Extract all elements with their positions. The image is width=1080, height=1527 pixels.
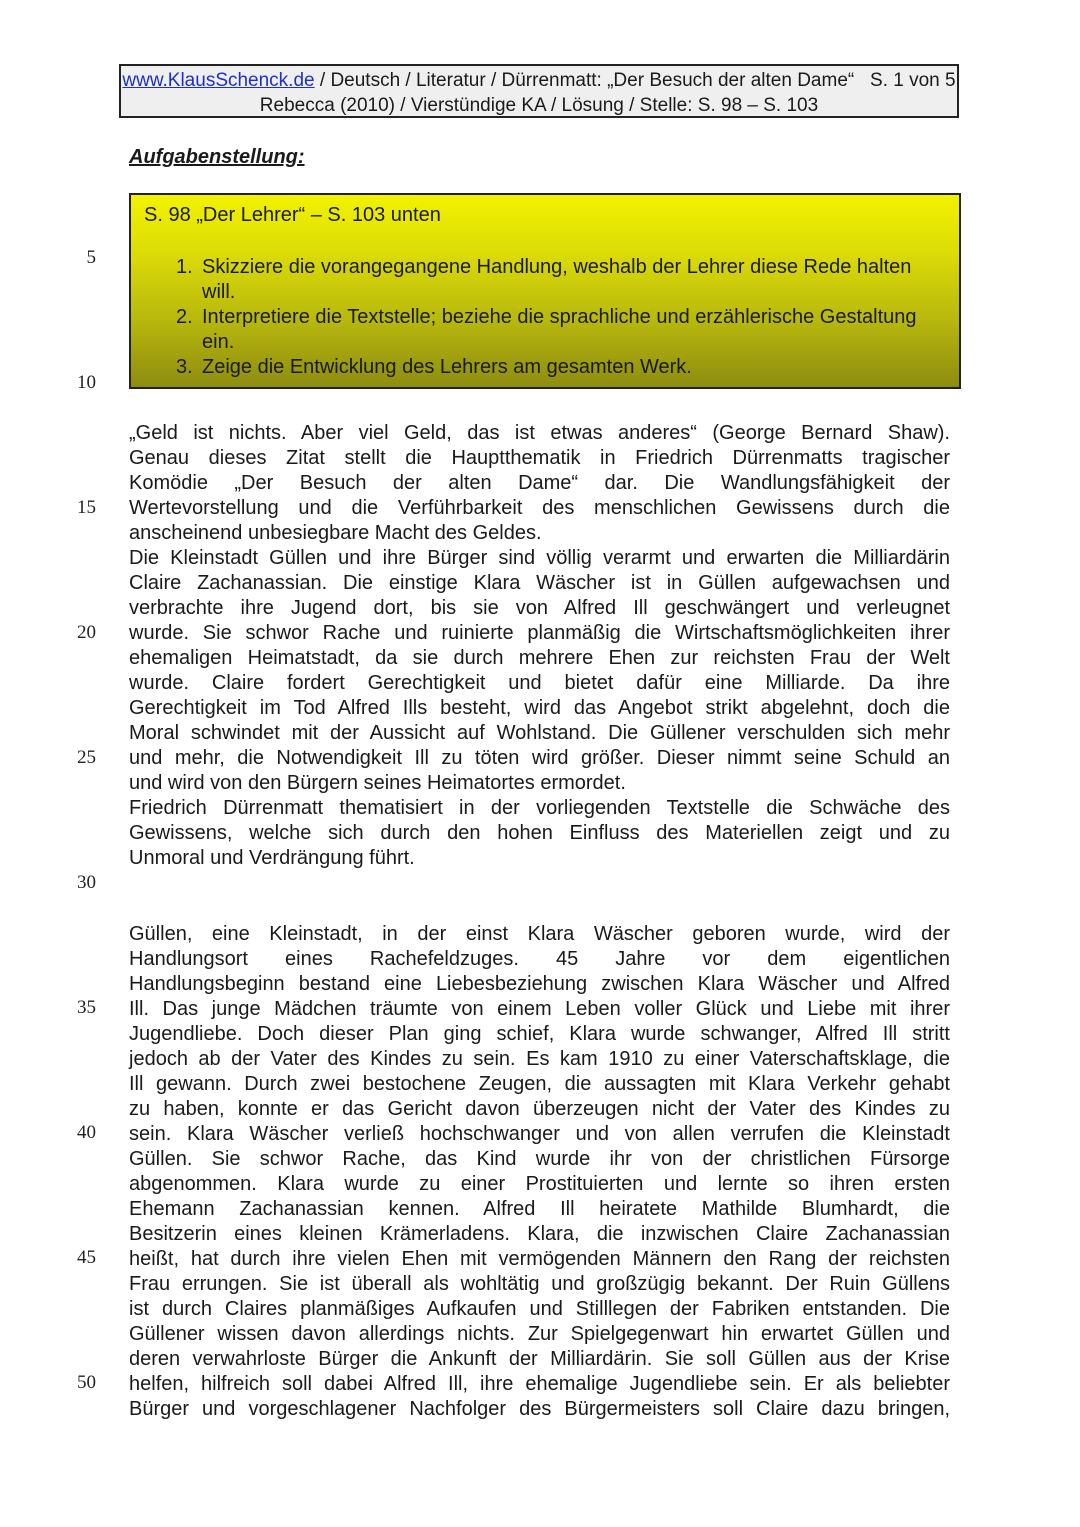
text-line: Friedrich Dürrenmatt thematisiert in der vorliegenden Textstelle die Schwäche des: [129, 797, 950, 819]
text-line: Ehemann Zachanassian kennen. Alfred Ill heiratete Mathilde Blumhardt, die: [129, 1198, 950, 1220]
task-item-number: 3.: [176, 356, 193, 378]
text-line: jedoch ab der Vater des Kindes zu sein. Es kam 1910 zu einer Vaterschaftsklage, die: [129, 1048, 950, 1070]
text-line: deren verwahrloste Bürger die Ankunft der Milliardärin. Sie soll Güllen aus der Krise: [129, 1348, 950, 1370]
line-number: 10: [77, 372, 96, 393]
task-heading: Aufgabenstellung:: [129, 146, 305, 168]
text-line: Jugendliebe. Doch dieser Plan ging schief, Klara wurde schwanger, Alfred Ill stritt: [129, 1023, 950, 1045]
page-header: [119, 64, 959, 118]
website-link[interactable]: www.KlausSchenck.de: [122, 70, 315, 91]
task-list: [176, 255, 936, 380]
line-number: 25: [77, 747, 96, 768]
line-number: 30: [77, 872, 96, 893]
header-breadcrumb: / Deutsch / Literatur / Dürrenmatt: „Der Besuch der alten Dame“ S. 1 von 5: [314, 70, 956, 91]
line-number: 5: [86, 247, 96, 268]
task-item: [176, 255, 936, 305]
line-number: 45: [77, 1247, 96, 1268]
header-line-1: [121, 68, 957, 93]
text-line: Besitzerin eines kleinen Krämerladens. Klara, die inzwischen Claire Zachanassian: [129, 1223, 950, 1245]
task-item-text: Zeige die Entwicklung des Lehrers am gesamten Werk.: [202, 356, 692, 378]
text-line: Güllener wissen davon allerdings nichts. Zur Spielgegenwart hin erwartet Güllen und: [129, 1323, 950, 1345]
text-line: Güllen. Sie schwor Rache, das Kind wurde ihr von der christlichen Fürsorge: [129, 1148, 950, 1170]
text-line: Claire Zachanassian. Die einstige Klara Wäscher ist in Güllen aufgewachsen und: [129, 572, 950, 594]
line-number: 35: [77, 997, 96, 1018]
paragraph-thesis: [129, 796, 950, 871]
paragraph-background: [129, 922, 950, 1422]
text-line: ehemaligen Heimatstadt, da sie durch mehrere Ehen zur reichsten Frau der Welt: [129, 647, 950, 669]
text-line: verbrachte ihre Jugend dort, bis sie von Alfred Ill geschwängert und verleugnet: [129, 597, 950, 619]
task-title: S. 98 „Der Lehrer“ – S. 103 unten: [144, 204, 441, 226]
text-line: Moral schwindet mit der Aussicht auf Wohlstand. Die Güllener verschulden sich mehr: [129, 722, 950, 744]
task-item-number: 2.: [176, 306, 193, 328]
text-line: abgenommen. Klara wurde zu einer Prostituierten und lernte so ihren ersten: [129, 1173, 950, 1195]
text-line: Ill gewann. Durch zwei bestochene Zeugen, die aussagten mit Klara Verkehr gehabt: [129, 1073, 950, 1095]
line-number: 20: [77, 622, 96, 643]
text-line: Genau dieses Zitat stellt die Hauptthematik in Friedrich Dürrenmatts tragischer: [129, 447, 950, 469]
text-line: Komödie „Der Besuch der alten Dame“ dar. Die Wandlungsfähigkeit der: [129, 472, 950, 494]
line-number: 15: [77, 497, 96, 518]
text-line: wurde. Claire fordert Gerechtigkeit und bietet dafür eine Milliarde. Da ihre: [129, 672, 950, 694]
text-line: Wertevorstellung und die Verführbarkeit des menschlichen Gewissens durch die: [129, 497, 950, 519]
text-line: Bürger und vorgeschlagener Nachfolger des Bürgermeisters soll Claire dazu bringen,: [129, 1398, 950, 1420]
task-box: [129, 193, 961, 389]
text-line: Gerechtigkeit im Tod Alfred Ills besteht, wird das Angebot strikt abgelehnt, doch die: [129, 697, 950, 719]
task-item-number: 1.: [176, 256, 193, 278]
text-line: wurde. Sie schwor Rache und ruinierte planmäßig die Wirtschaftsmöglichkeiten ihrer: [129, 622, 950, 644]
text-line: Ill. Das junge Mädchen träumte von einem Leben voller Glück und Liebe mit ihrer: [129, 998, 950, 1020]
text-line: Gewissens, welche sich durch den hohen Einfluss des Materiellen zeigt und zu: [129, 822, 950, 844]
task-item: [176, 355, 936, 380]
task-item-text: Skizziere die vorangegangene Handlung, weshalb der Lehrer diese Rede halten will.: [202, 256, 912, 303]
header-line-2: Rebecca (2010) / Vierstündige KA / Lösung / Stelle: S. 98 – S. 103: [259, 95, 819, 116]
text-line: Die Kleinstadt Güllen und ihre Bürger sind völlig verarmt und erwarten die Milliardärin: [129, 547, 950, 569]
text-line: ist durch Claires planmäßiges Aufkaufen und Stilllegen der Fabriken entstanden. Die: [129, 1298, 950, 1320]
text-line: „Geld ist nichts. Aber viel Geld, das ist etwas anderes“ (George Bernard Shaw).: [129, 422, 950, 444]
text-line: anscheinend unbesiegbare Macht des Geldes.: [129, 522, 542, 544]
text-line: Frau errungen. Sie ist überall als wohltätig und großzügig bekannt. Der Ruin Güllens: [129, 1273, 950, 1295]
line-number: 40: [77, 1122, 96, 1143]
text-line: heißt, hat durch ihre vielen Ehen mit vermögenden Männern den Rang der reichsten: [129, 1248, 950, 1270]
text-line: Handlungsort eines Rachefeldzuges. 45 Jahre vor dem eigentlichen: [129, 948, 950, 970]
paragraph-summary: [129, 546, 950, 796]
paragraph-intro: [129, 421, 950, 546]
text-line: sein. Klara Wäscher verließ hochschwanger und von allen verrufen die Kleinstadt: [129, 1123, 950, 1145]
line-number: 50: [77, 1372, 96, 1393]
text-line: Güllen, eine Kleinstadt, in der einst Klara Wäscher geboren wurde, wird der: [129, 923, 950, 945]
text-line: und mehr, die Notwendigkeit Ill zu töten wird größer. Dieser nimmt seine Schuld an: [129, 747, 950, 769]
task-item-text: Interpretiere die Textstelle; beziehe die sprachliche und erzählerische Gestaltung ein.: [202, 306, 917, 353]
text-line: helfen, hilfreich soll dabei Alfred Ill, ihre ehemalige Jugendliebe sein. Er als beliebter: [129, 1373, 950, 1395]
text-line: und wird von den Bürgern seines Heimatortes ermordet.: [129, 772, 626, 794]
task-item: [176, 305, 936, 355]
text-line: Unmoral und Verdrängung führt.: [129, 847, 415, 869]
text-line: zu haben, konnte er das Gericht davon überzeugen nicht der Vater des Kindes zu: [129, 1098, 950, 1120]
text-line: Handlungsbeginn bestand eine Liebesbeziehung zwischen Klara Wäscher und Alfred: [129, 973, 950, 995]
